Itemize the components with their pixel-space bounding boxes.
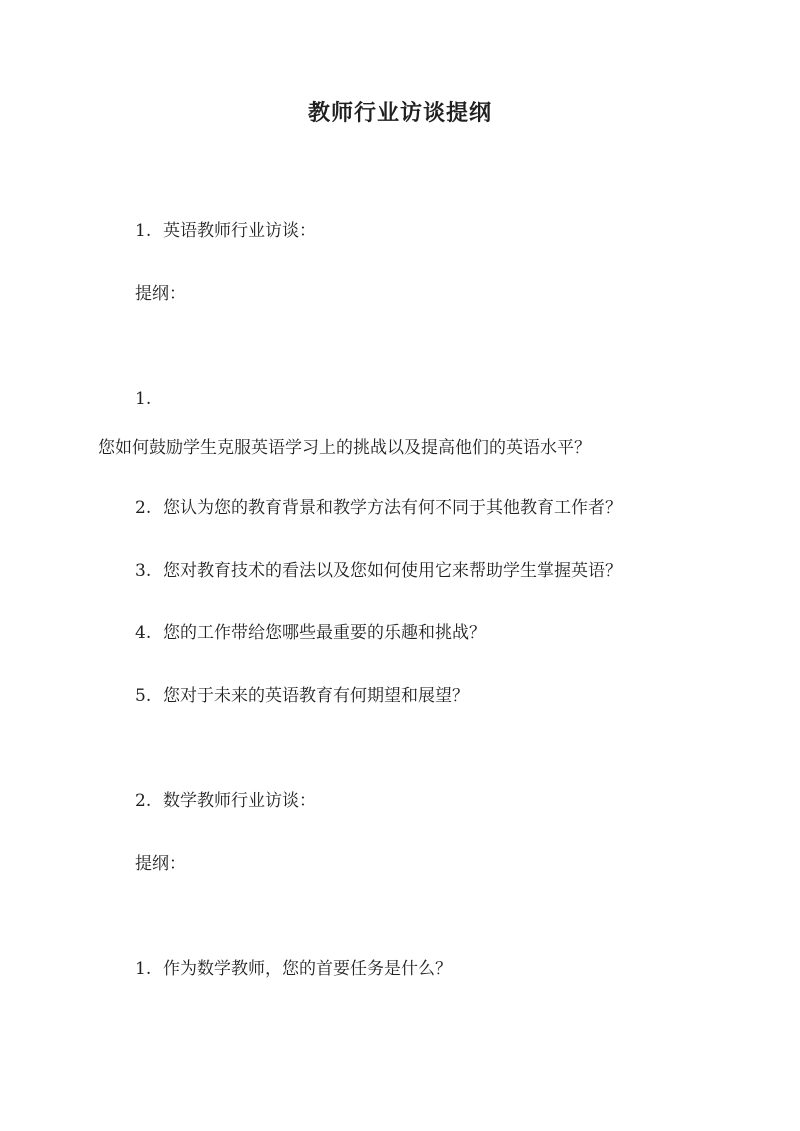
section-number: 2. bbox=[135, 791, 152, 811]
question-item bbox=[135, 559, 622, 583]
question-item bbox=[135, 621, 486, 645]
question-text: 您对教育技术的看法以及您如何使用它来帮助学生掌握英语？ bbox=[163, 561, 622, 581]
question-item bbox=[135, 684, 469, 708]
question-item bbox=[135, 496, 622, 520]
question-text: 您认为您的教育背景和教学方法有何不同于其他教育工作者？ bbox=[163, 498, 622, 518]
question-number: 2. bbox=[135, 498, 152, 518]
question-text: 您的工作带给您哪些最重要的乐趣和挑战？ bbox=[163, 623, 486, 643]
question-text: 您对于未来的英语教育有何期望和展望？ bbox=[163, 686, 469, 706]
question-number: 4. bbox=[135, 623, 152, 643]
question-text: 作为数学教师，您的首要任务是什么？ bbox=[163, 959, 452, 979]
section-heading bbox=[135, 789, 316, 813]
question-number: 1. bbox=[135, 389, 152, 409]
question-number: 3. bbox=[135, 561, 152, 581]
document-title: 教师行业访谈提纲 bbox=[307, 100, 492, 126]
question-text: 您如何鼓励学生克服英语学习上的挑战以及提高他们的英语水平？ bbox=[98, 438, 591, 458]
outline-label: 提纲： bbox=[135, 854, 186, 874]
section-heading bbox=[135, 219, 316, 243]
section-number: 1. bbox=[135, 221, 152, 241]
question-number: 1. bbox=[135, 959, 152, 979]
question-number: 5. bbox=[135, 686, 152, 706]
question-item bbox=[135, 957, 452, 981]
section-heading-text: 英语教师行业访谈： bbox=[163, 221, 316, 241]
section-heading-text: 数学教师行业访谈： bbox=[163, 791, 316, 811]
outline-label: 提纲： bbox=[135, 284, 186, 304]
